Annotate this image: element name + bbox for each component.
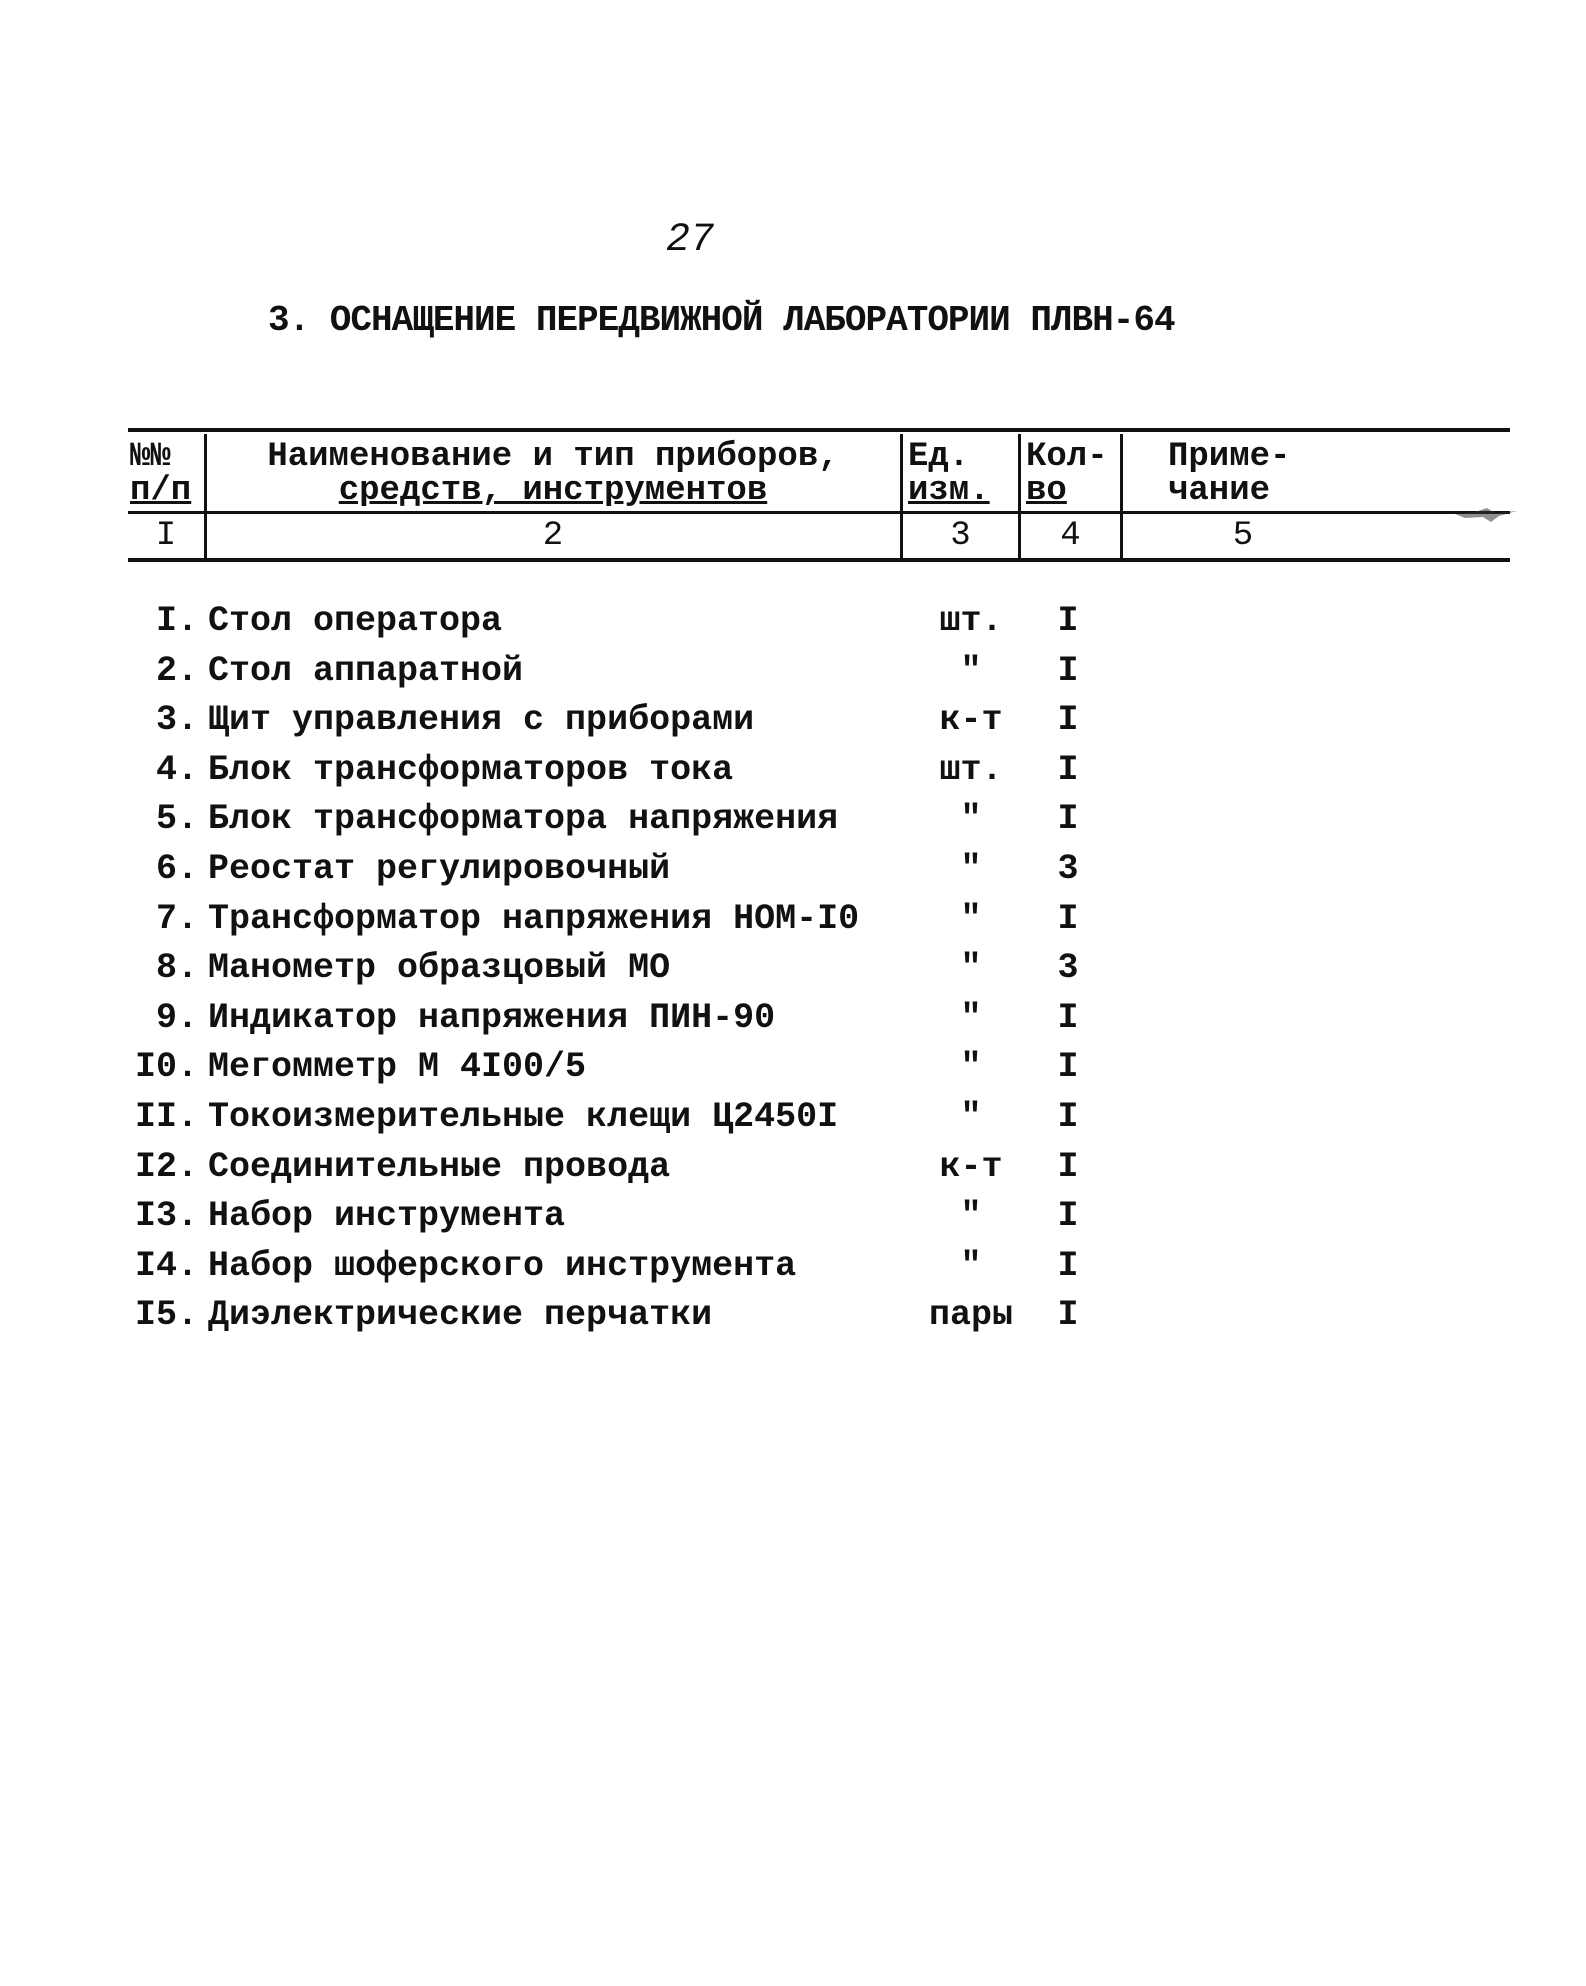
quantity: I (1057, 1196, 1079, 1237)
quantity: 3 (1057, 848, 1079, 889)
column-number-5: 5 (1232, 517, 1254, 555)
table-row (128, 1143, 1128, 1193)
unit: шт. (939, 601, 1003, 641)
quantity: I (1057, 997, 1079, 1038)
unit: " (960, 1245, 982, 1286)
item-name: Мегомметр М 4I00/5 (208, 1047, 587, 1088)
item-name: Реостат регулировочный (208, 848, 671, 889)
unit: " (960, 997, 982, 1038)
header-col3-line2: изм. (908, 472, 990, 510)
quantity: I (1057, 1295, 1079, 1336)
quantity: I (1057, 1245, 1079, 1286)
row-number: 2. (155, 650, 198, 691)
quantity: 3 (1057, 948, 1079, 989)
table-row (128, 597, 1128, 647)
header-col4-line2: во (1026, 472, 1067, 510)
row-number: 5. (155, 799, 198, 840)
item-name: Стол аппаратной (208, 650, 524, 691)
unit: шт. (939, 749, 1003, 790)
quantity: I (1057, 749, 1079, 790)
unit: " (960, 898, 982, 939)
table-row (128, 1192, 1128, 1242)
table-row (128, 1242, 1128, 1292)
item-name: Набор инструмента (208, 1196, 566, 1237)
row-number: I3. (134, 1196, 198, 1237)
table-row (128, 845, 1128, 895)
row-number: I2. (134, 1146, 198, 1187)
column-number-3: 3 (950, 517, 971, 555)
table-top-rule (128, 428, 1510, 432)
header-col5-line2: чание (1168, 472, 1271, 510)
row-number: I5. (134, 1295, 198, 1336)
row-number: 3. (155, 700, 198, 741)
table-row (128, 1043, 1128, 1093)
row-number: I4. (134, 1245, 198, 1286)
unit: " (960, 1047, 982, 1088)
unit: " (960, 799, 982, 840)
header-col2-line1: Наименование и тип приборов, (267, 438, 839, 476)
table-header-rule (128, 511, 1510, 514)
quantity: I (1057, 1047, 1079, 1088)
header-col5-line1: Приме- (1168, 438, 1291, 476)
header-col2-line2: средств, инструментов (338, 472, 768, 510)
item-name: Соединительные провода (208, 1146, 671, 1187)
row-number: 7. (155, 898, 198, 939)
header-col1-line2: п/п (130, 472, 192, 510)
header-col1-line1: №№ (130, 438, 171, 476)
item-name: Токоизмерительные клещи Ц2450I (208, 1096, 839, 1137)
row-number: 8. (155, 948, 198, 989)
unit: " (960, 1196, 982, 1237)
table-bottom-rule (128, 558, 1510, 562)
table-row (128, 1291, 1128, 1341)
page-number: 27 (665, 218, 714, 263)
row-number: I0. (134, 1047, 198, 1088)
row-number: II. (134, 1096, 198, 1137)
table-row (128, 994, 1128, 1044)
item-name: Набор шоферского инструмента (208, 1245, 797, 1286)
quantity: I (1057, 601, 1079, 641)
table-row (128, 746, 1128, 796)
quantity: I (1057, 650, 1079, 691)
item-name: Манометр образцовый МО (208, 948, 671, 989)
item-name: Трансформатор напряжения НОМ-I0 (208, 898, 860, 939)
section-title: 3. ОСНАЩЕНИЕ ПЕРЕДВИЖНОЙ ЛАБОРАТОРИИ ПЛВН-64 (268, 300, 1175, 341)
scan-smudge (1455, 508, 1517, 524)
unit: " (960, 848, 982, 889)
item-name: Блок трансформаторов тока (208, 749, 734, 790)
table-row (128, 944, 1128, 994)
unit: " (960, 948, 982, 989)
header-col4-line1: Кол- (1026, 438, 1108, 476)
quantity: I (1057, 898, 1079, 939)
quantity: I (1057, 799, 1079, 840)
quantity: I (1057, 1096, 1079, 1137)
quantity: I (1057, 700, 1079, 741)
item-name: Индикатор напряжения ПИН-90 (208, 997, 776, 1038)
row-number: 6. (155, 848, 198, 889)
item-name: Диэлектрические перчатки (208, 1295, 713, 1336)
quantity: I (1057, 1146, 1079, 1187)
unit: " (960, 1096, 982, 1137)
column-number-2: 2 (542, 517, 564, 555)
table-row (128, 1093, 1128, 1143)
table-row (128, 895, 1128, 945)
row-number: 9. (155, 997, 198, 1038)
row-number: I. (155, 601, 198, 641)
table-row (128, 696, 1128, 746)
unit: к-т (939, 700, 1003, 741)
column-number-4: 4 (1060, 517, 1081, 555)
row-number: 4. (155, 749, 198, 790)
equipment-list (128, 597, 1128, 1341)
header-col3-line1: Ед. (908, 438, 970, 476)
unit: к-т (939, 1146, 1003, 1187)
item-name: Щит управления с приборами (208, 700, 755, 741)
table-row (128, 647, 1128, 697)
item-name: Стол оператора (208, 601, 503, 641)
item-name: Блок трансформатора напряжения (208, 799, 839, 840)
unit: " (960, 650, 982, 691)
column-number-1: I (155, 517, 177, 555)
table-row (128, 795, 1128, 845)
unit: пары (928, 1295, 1013, 1336)
